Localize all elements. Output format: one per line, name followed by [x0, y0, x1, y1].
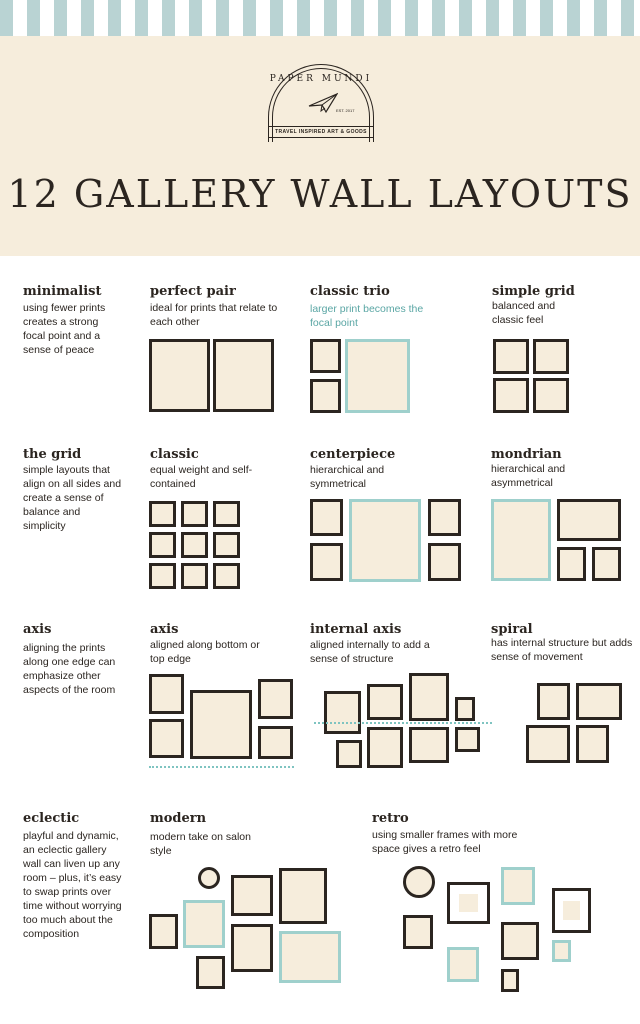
frame [428, 499, 461, 536]
frame [455, 727, 480, 752]
layout-desc-retro: using smaller frames with more space gives a retro feel [372, 829, 518, 855]
frame [181, 563, 208, 589]
frame [181, 501, 208, 527]
frame [493, 339, 529, 374]
layout-title-the-grid: the grid [23, 447, 82, 462]
axis-line [314, 722, 492, 724]
brand-logo [268, 64, 374, 142]
matted-frame [447, 882, 490, 924]
frame [213, 339, 274, 412]
round-frame [403, 866, 435, 898]
layout-title-modern: modern [150, 811, 207, 826]
frame [149, 339, 210, 412]
layout-desc-axis: aligned along bottom or top edge [150, 639, 260, 665]
frame [149, 914, 178, 949]
header [0, 36, 640, 256]
frame [310, 543, 343, 581]
frame [181, 532, 208, 558]
brand-tagline: TRAVEL INSPIRED ART & GOODS [268, 126, 374, 138]
layout-desc-eclectic: playful and dynamic, an eclectic gallery wall can liven up any room – plus, it’s easy to swap prints over time without worrying too much about the composition [23, 830, 122, 940]
layout-desc-mondrian: hierarchical and asymmetrical [491, 463, 566, 489]
frame [557, 499, 621, 541]
axis-line [149, 766, 294, 768]
layout-title-perfect-pair: perfect pair [150, 284, 236, 299]
frame [455, 697, 475, 721]
brand-name: PAPER MUNDI [269, 74, 373, 84]
layout-title-mondrian: mondrian [491, 447, 562, 462]
est-label: EST. 2017 [336, 108, 355, 113]
page-title: 12 GALLERY WALL LAYOUTS [7, 172, 633, 216]
layout-title-simple-grid: simple grid [492, 284, 575, 299]
matted-frame [552, 888, 591, 933]
layout-title-centerpiece: centerpiece [310, 447, 396, 462]
frame [213, 501, 240, 527]
layout-desc-internal-axis: aligned internally to add a sense of structure [310, 639, 430, 665]
layout-title-classic-trio: classic trio [310, 284, 390, 299]
frame [409, 727, 449, 763]
frame [149, 719, 184, 758]
frame [428, 543, 461, 581]
frame [576, 725, 609, 763]
layout-title-internal-axis: internal axis [310, 622, 402, 637]
frame-accent [279, 931, 341, 983]
frame [196, 956, 225, 989]
layout-title-classic: classic [150, 447, 199, 462]
striped-banner [0, 0, 640, 36]
frame-accent [447, 947, 479, 982]
layout-desc-the-grid: simple layouts that align on all sides and create a sense of balance and simplicity [23, 464, 122, 532]
paper-plane-icon [308, 92, 338, 114]
layout-desc-perfect-pair: ideal for prints that relate to each other [150, 302, 278, 328]
frame [149, 532, 176, 558]
layout-desc-spiral: has internal structure but adds sense of movement [491, 637, 633, 663]
layout-desc-classic: equal weight and self-contained [150, 464, 253, 490]
layout-desc-minimalist: using fewer prints creates a strong focal point and a sense of peace [23, 302, 106, 356]
frame [258, 726, 293, 759]
frame [149, 563, 176, 589]
frame [279, 868, 327, 924]
layout-title-axis: axis [150, 622, 179, 637]
frame-focal [491, 499, 551, 581]
layout-title-minimalist: minimalist [23, 284, 102, 299]
round-frame [198, 867, 220, 889]
frame [310, 379, 341, 413]
layout-desc-centerpiece: hierarchical and symmetrical [310, 464, 385, 490]
frame [501, 969, 519, 992]
frame [310, 339, 341, 373]
frame [149, 674, 184, 714]
frame [493, 378, 529, 413]
frame [501, 922, 539, 960]
frame-accent [183, 900, 225, 948]
frame [537, 683, 570, 720]
layout-title-retro: retro [372, 811, 409, 826]
layout-desc-classic-trio: larger print becomes the focal point [310, 303, 424, 329]
frame [190, 690, 252, 759]
frame [231, 924, 273, 972]
frame [213, 563, 240, 589]
frame [576, 683, 622, 720]
layout-desc-modern: modern take on salon style [150, 831, 251, 857]
frame [533, 339, 569, 374]
frame [409, 673, 449, 721]
layout-title-spiral: spiral [491, 622, 533, 637]
layout-desc-simple-grid: balanced and classic feel [492, 300, 556, 326]
frame-accent [552, 940, 571, 962]
frame [310, 499, 343, 536]
layout-desc-axis-text: aligning the prints along one edge can emphasize other aspects of the room [23, 642, 116, 696]
layout-title-eclectic: eclectic [23, 811, 80, 826]
frame [149, 501, 176, 527]
frame-focal [345, 339, 410, 413]
frame [526, 725, 570, 763]
frame [592, 547, 621, 581]
frame [213, 532, 240, 558]
frame-centerpiece [349, 499, 421, 582]
frame [367, 727, 403, 768]
frame [324, 691, 361, 734]
frame [336, 740, 362, 768]
frame [403, 915, 433, 949]
frame [557, 547, 586, 581]
frame-accent [501, 867, 535, 905]
frame [231, 875, 273, 916]
layout-title-axis-text: axis [23, 622, 52, 637]
frame [367, 684, 403, 720]
frame [533, 378, 569, 413]
frame [258, 679, 293, 719]
